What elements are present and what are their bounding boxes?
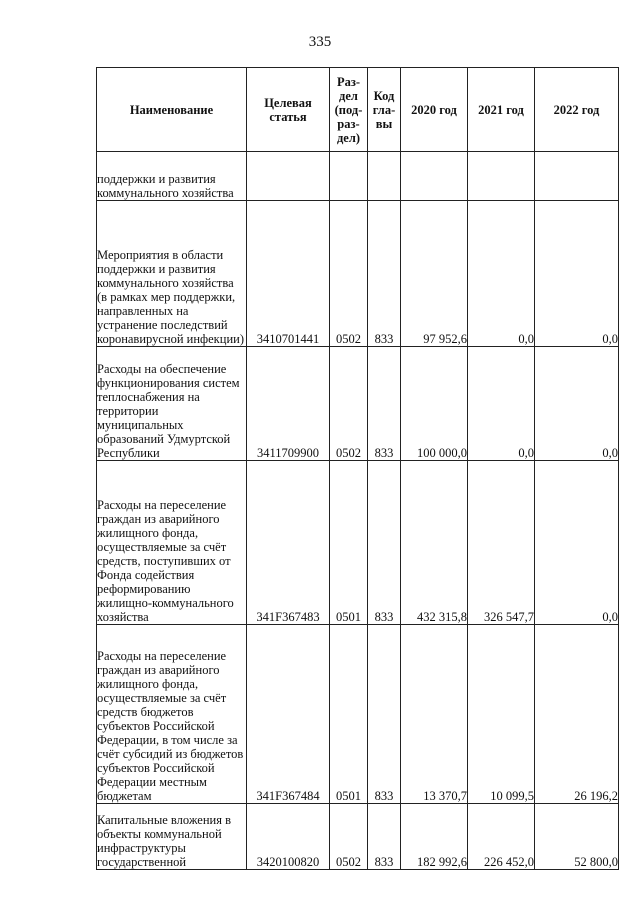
row-year-2021: 226 452,0: [468, 804, 535, 870]
row-chapter-code: 833: [368, 201, 401, 347]
row-section: 0502: [330, 347, 368, 461]
row-year-2022: 0,0: [535, 201, 619, 347]
row-name: Расходы на обеспечение функционирования систем теплоснабжения на территории муниципальных образований Удмуртской Республики: [97, 347, 247, 461]
row-name: Расходы на переселение граждан из аварийного жилищного фонда, осуществляемые за счёт средств, поступивших от Фонда содействия реформированию жилищно-коммунального хозяйства: [97, 461, 247, 625]
row-target-article: 341F367484: [247, 625, 330, 804]
header-section: Раз-дел (под-раз-дел): [330, 68, 368, 152]
table-row: [97, 152, 619, 201]
row-target-article: 3411709900: [247, 347, 330, 461]
row-target-article: 341F367483: [247, 461, 330, 625]
row-section: 0501: [330, 625, 368, 804]
row-year-2021: 0,0: [468, 201, 535, 347]
header-year-2020: 2020 год: [401, 68, 468, 152]
header-target-article: Целевая статья: [247, 68, 330, 152]
row-year-2020: 100 000,0: [401, 347, 468, 461]
table-row: [97, 804, 619, 870]
row-section: 0502: [330, 201, 368, 347]
row-year-2020: [401, 152, 468, 201]
row-year-2022: 52 800,0: [535, 804, 619, 870]
table-header-row: [97, 68, 619, 152]
header-chapter-code: Код гла-вы: [368, 68, 401, 152]
row-chapter-code: [368, 152, 401, 201]
row-section: 0501: [330, 461, 368, 625]
row-section: 0502: [330, 804, 368, 870]
row-year-2020: 432 315,8: [401, 461, 468, 625]
header-year-2021: 2021 год: [468, 68, 535, 152]
row-year-2021: [468, 152, 535, 201]
row-year-2020: 13 370,7: [401, 625, 468, 804]
row-year-2022: 0,0: [535, 461, 619, 625]
row-year-2020: 182 992,6: [401, 804, 468, 870]
row-name: поддержки и развития коммунального хозяйства: [97, 152, 247, 201]
header-year-2022: 2022 год: [535, 68, 619, 152]
row-name: Капитальные вложения в объекты коммунальной инфраструктуры государственной: [97, 804, 247, 870]
row-chapter-code: 833: [368, 625, 401, 804]
budget-table: [96, 67, 619, 870]
page-number: 335: [308, 34, 332, 50]
row-year-2022: 0,0: [535, 347, 619, 461]
row-year-2021: 10 099,5: [468, 625, 535, 804]
table-row: [97, 347, 619, 461]
row-chapter-code: 833: [368, 347, 401, 461]
row-year-2020: 97 952,6: [401, 201, 468, 347]
row-name: Мероприятия в области поддержки и развития коммунального хозяйства (в рамках мер поддержки, направленных на устранение последствий коронавирусной инфекции): [97, 201, 247, 347]
row-target-article: 3410701441: [247, 201, 330, 347]
table-row: [97, 461, 619, 625]
row-year-2022: 26 196,2: [535, 625, 619, 804]
row-year-2021: 0,0: [468, 347, 535, 461]
header-name: Наименование: [97, 68, 247, 152]
row-year-2022: [535, 152, 619, 201]
row-chapter-code: 833: [368, 804, 401, 870]
row-chapter-code: 833: [368, 461, 401, 625]
table-row: [97, 201, 619, 347]
row-target-article: 3420100820: [247, 804, 330, 870]
table-row: [97, 625, 619, 804]
row-target-article: [247, 152, 330, 201]
row-year-2021: 326 547,7: [468, 461, 535, 625]
row-section: [330, 152, 368, 201]
row-name: Расходы на переселение граждан из аварийного жилищного фонда, осуществляемые за счёт средств бюджетов субъектов Российской Федерации, в том числе за счёт субсидий из бюджетов субъектов Российской Федерации местным бюджетам: [97, 625, 247, 804]
